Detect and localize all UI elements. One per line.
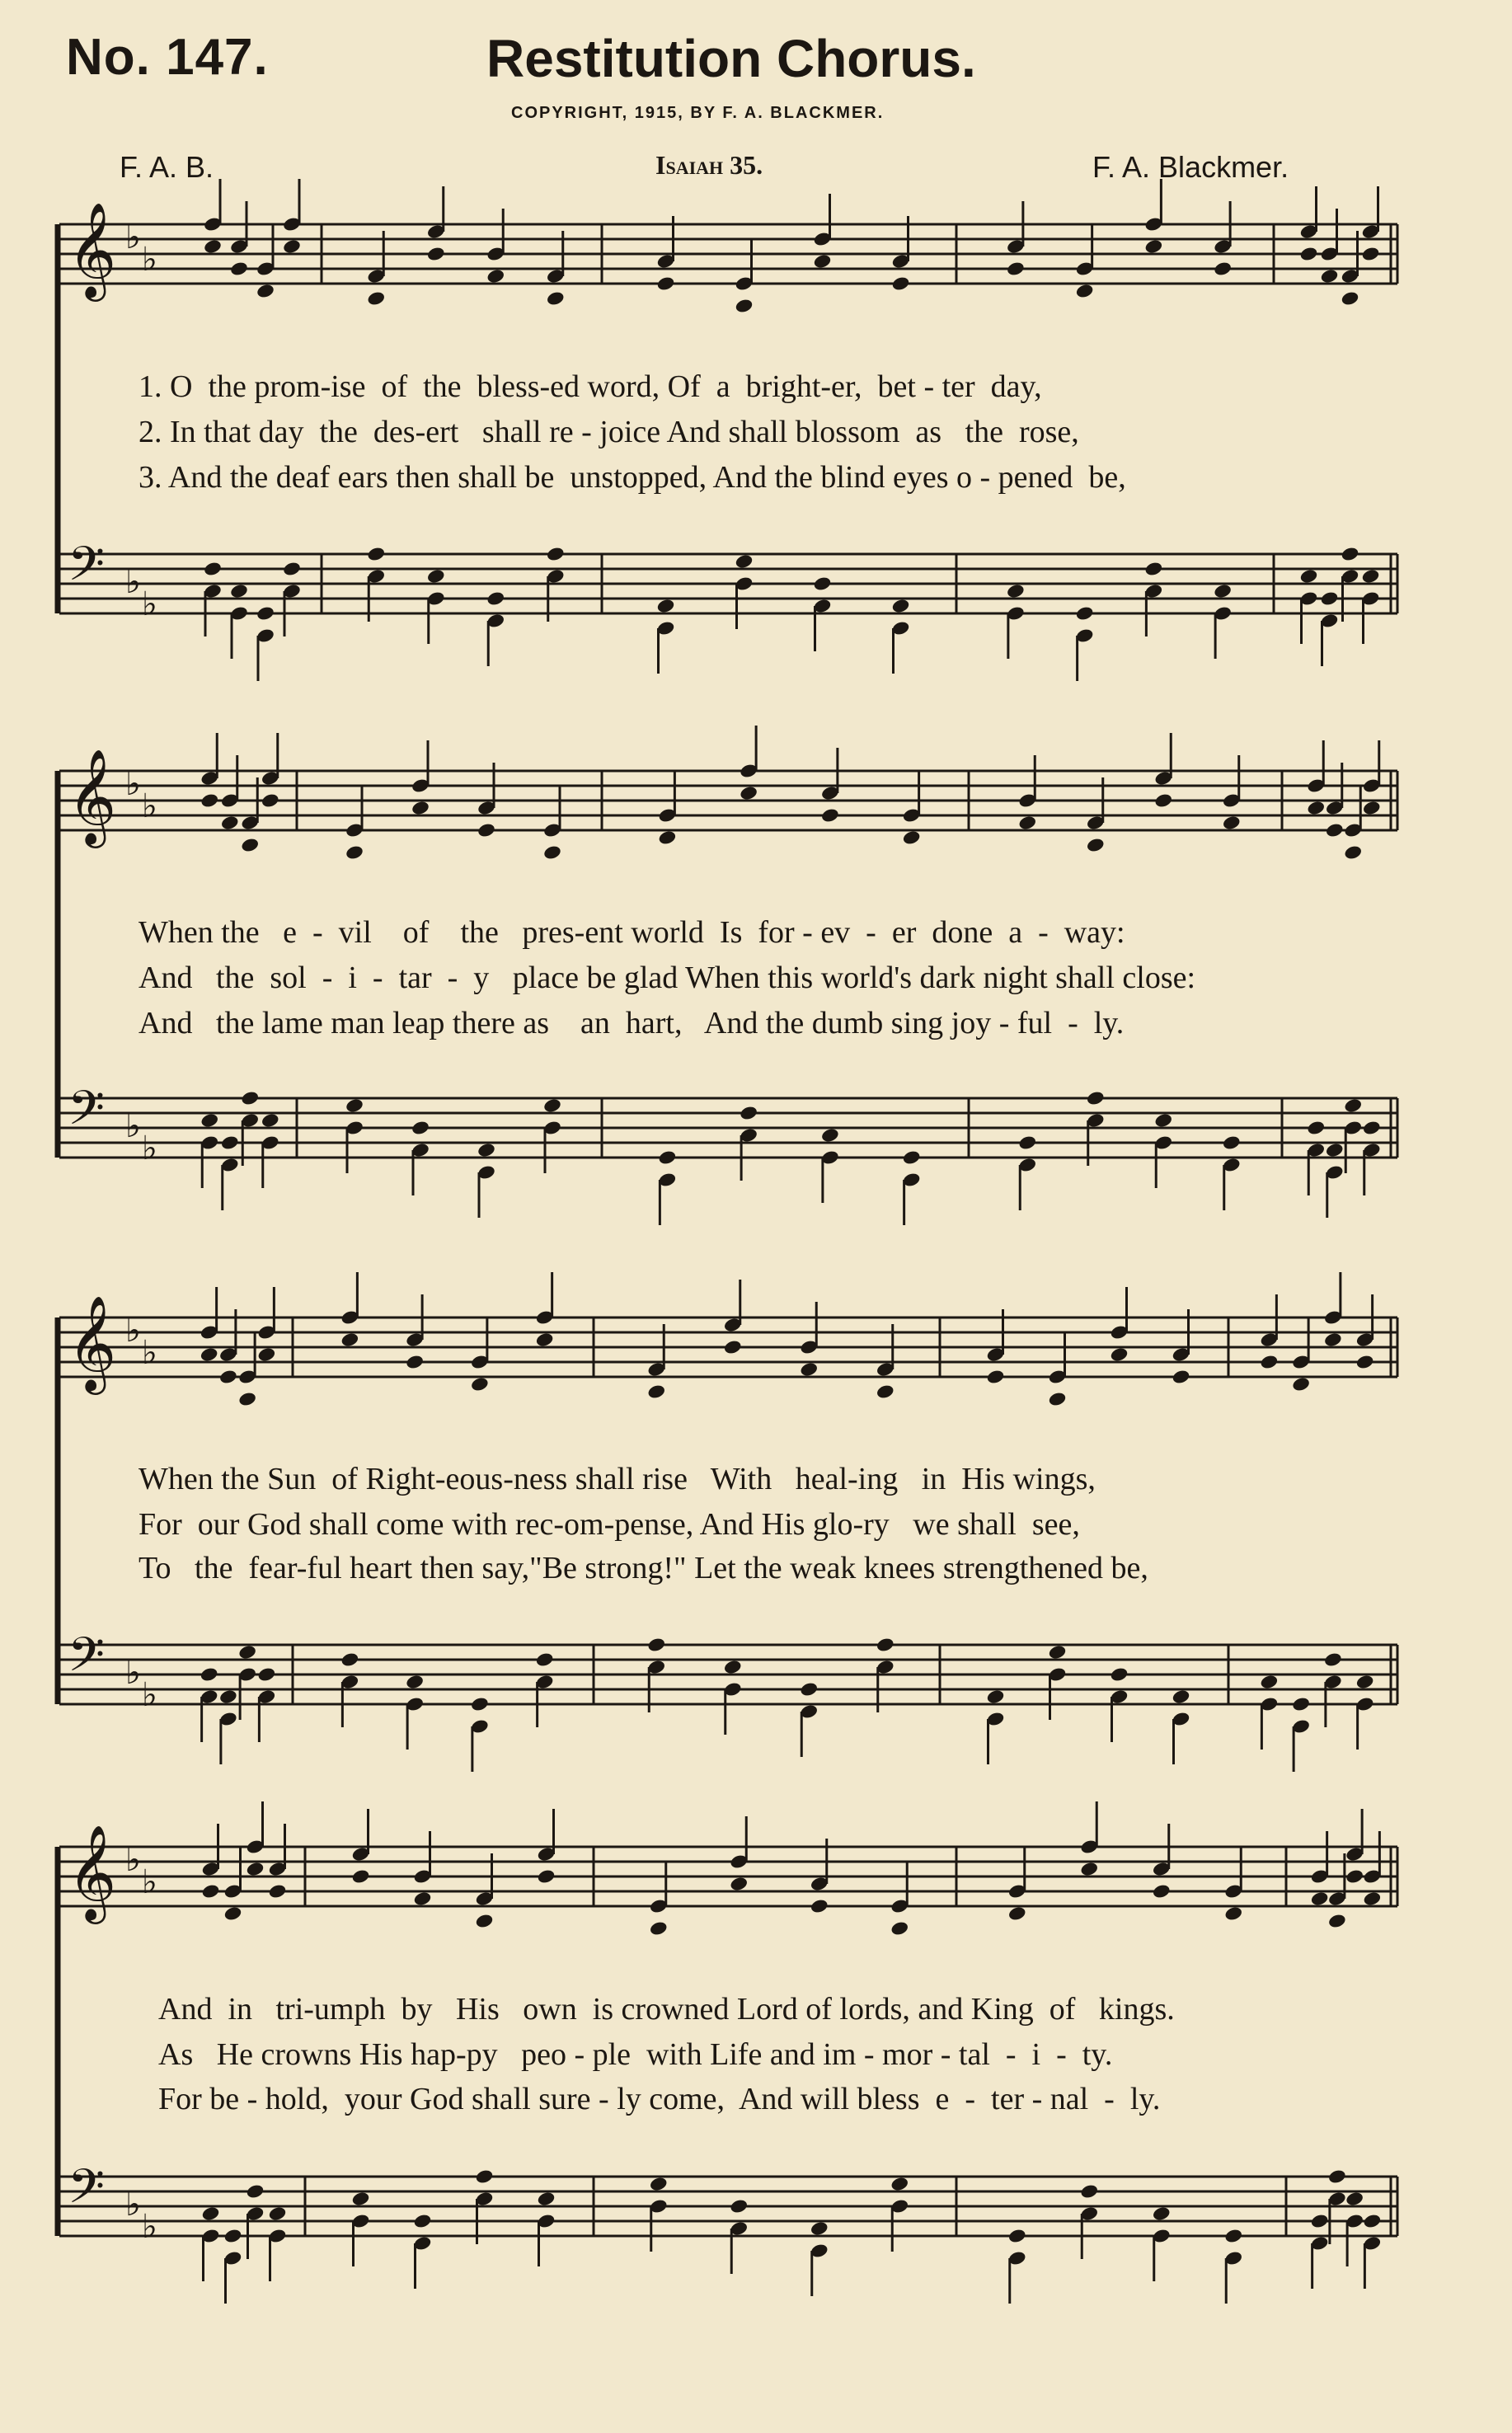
notehead bbox=[200, 792, 219, 809]
notehead bbox=[1341, 546, 1360, 562]
notehead bbox=[739, 1105, 758, 1121]
notehead bbox=[1007, 2228, 1027, 2244]
notehead bbox=[237, 1644, 257, 1660]
flat-icon: ♭ bbox=[125, 1653, 141, 1692]
notehead bbox=[986, 1689, 1006, 1705]
lyric-line: When the e - vil of the pres-ent world Is for - ev - er done a - way: bbox=[139, 915, 1125, 950]
flat-icon: ♭ bbox=[142, 585, 157, 623]
notehead bbox=[649, 1920, 669, 1937]
bass-clef-icon: 𝄢 bbox=[68, 2158, 106, 2227]
notehead bbox=[1222, 1134, 1242, 1151]
notehead bbox=[656, 275, 676, 292]
notehead bbox=[1079, 2183, 1099, 2200]
notehead bbox=[1260, 1354, 1280, 1370]
notehead bbox=[1172, 1689, 1191, 1705]
lyric-line: For our God shall come with rec-om-pense, And His glo-ry we shall see, bbox=[139, 1507, 1080, 1542]
notehead bbox=[891, 598, 911, 614]
lyric-line: To the fear-ful heart then say,"Be strong!" Let the weak knees strengthened be, bbox=[139, 1551, 1148, 1585]
notehead bbox=[658, 829, 678, 846]
notehead bbox=[1299, 246, 1319, 262]
notehead bbox=[810, 1898, 829, 1914]
flat-icon: ♭ bbox=[142, 1333, 157, 1372]
hymn-title: Restitution Chorus. bbox=[486, 29, 976, 88]
notehead bbox=[537, 1868, 556, 1885]
notehead bbox=[729, 2198, 749, 2215]
notehead bbox=[546, 546, 566, 562]
notehead bbox=[1361, 246, 1381, 262]
notehead bbox=[486, 268, 505, 284]
notehead bbox=[470, 1696, 490, 1712]
notehead bbox=[1260, 1674, 1280, 1690]
notehead bbox=[1291, 1376, 1311, 1393]
flat-icon: ♭ bbox=[125, 1106, 141, 1145]
notehead bbox=[542, 1097, 562, 1114]
notehead bbox=[876, 1383, 895, 1400]
notehead bbox=[891, 275, 911, 292]
notehead bbox=[240, 1090, 260, 1106]
notehead bbox=[340, 1651, 360, 1668]
flat-icon: ♭ bbox=[125, 1840, 141, 1879]
lyric-line: And the lame man leap there as an hart, And the dumb sing joy - ful - ly. bbox=[139, 1006, 1125, 1040]
notehead bbox=[1320, 590, 1340, 607]
notehead bbox=[1006, 261, 1026, 277]
notehead bbox=[1363, 1891, 1383, 1907]
notehead bbox=[1223, 2228, 1243, 2244]
notehead bbox=[366, 546, 386, 562]
notehead bbox=[257, 1666, 277, 1683]
notehead bbox=[223, 2228, 243, 2244]
notehead bbox=[1153, 792, 1173, 809]
notehead bbox=[1325, 1142, 1345, 1158]
notehead bbox=[649, 2176, 669, 2192]
flat-icon: ♭ bbox=[142, 1129, 157, 1167]
notehead bbox=[223, 1905, 243, 1922]
notehead bbox=[1362, 1120, 1382, 1136]
notehead bbox=[1325, 822, 1345, 838]
notehead bbox=[218, 1689, 238, 1705]
treble-clef-icon: 𝄞 bbox=[68, 1294, 117, 1391]
treble-clef-icon: 𝄞 bbox=[68, 747, 117, 844]
notehead bbox=[256, 605, 275, 622]
bass-clef-icon: 𝄢 bbox=[68, 536, 106, 604]
notehead bbox=[203, 238, 223, 255]
notehead bbox=[1310, 2213, 1330, 2229]
notehead bbox=[1306, 800, 1326, 816]
flat-icon: ♭ bbox=[142, 2207, 157, 2246]
notehead bbox=[200, 1666, 219, 1683]
flat-icon: ♭ bbox=[125, 2185, 141, 2224]
notehead bbox=[405, 1674, 425, 1690]
notehead bbox=[986, 1369, 1006, 1385]
notehead bbox=[1152, 2205, 1172, 2222]
notehead bbox=[658, 1149, 678, 1166]
notehead bbox=[203, 561, 223, 577]
composer-credit: F. A. Blackmer. bbox=[1092, 150, 1289, 184]
notehead bbox=[1222, 815, 1242, 831]
notehead bbox=[1075, 605, 1095, 622]
treble-clef-icon: 𝄞 bbox=[68, 200, 117, 298]
notehead bbox=[810, 2220, 829, 2237]
notehead bbox=[876, 1637, 895, 1653]
notehead bbox=[261, 1112, 280, 1129]
notehead bbox=[246, 2183, 265, 2200]
notehead bbox=[345, 844, 364, 861]
notehead bbox=[1320, 268, 1340, 284]
notehead bbox=[1086, 837, 1106, 853]
notehead bbox=[486, 590, 505, 607]
notehead bbox=[820, 1127, 840, 1144]
notehead bbox=[268, 2205, 288, 2222]
notehead bbox=[739, 785, 758, 801]
notehead bbox=[1152, 1883, 1172, 1900]
notehead bbox=[1110, 1346, 1129, 1363]
notehead bbox=[1048, 1644, 1068, 1660]
lyric-line: When the Sun of Right-eous-ness shall rise With heal-ing in His wings, bbox=[139, 1462, 1096, 1496]
notehead bbox=[201, 2205, 221, 2222]
notehead bbox=[723, 1339, 743, 1355]
notehead bbox=[1213, 261, 1233, 277]
notehead bbox=[405, 1354, 425, 1370]
notehead bbox=[1017, 815, 1037, 831]
notehead bbox=[246, 1861, 265, 1877]
notehead bbox=[340, 1332, 360, 1348]
flat-icon: ♭ bbox=[142, 787, 157, 825]
notehead bbox=[1341, 290, 1360, 307]
notehead bbox=[1153, 1112, 1173, 1129]
notehead bbox=[1363, 2213, 1383, 2229]
notehead bbox=[646, 1383, 666, 1400]
notehead bbox=[477, 822, 496, 838]
notehead bbox=[1110, 1666, 1129, 1683]
notehead bbox=[890, 1920, 909, 1937]
notehead bbox=[890, 2176, 909, 2192]
notehead bbox=[1361, 568, 1381, 585]
notehead bbox=[426, 568, 446, 585]
notehead bbox=[537, 2191, 556, 2207]
notehead bbox=[902, 829, 922, 846]
lyric-line: And in tri-umph by His own is crowned Lord of lords, and King of kings. bbox=[158, 1992, 1175, 2027]
hymn-number: No. 147. bbox=[66, 29, 269, 86]
notehead bbox=[351, 2191, 371, 2207]
notehead bbox=[546, 290, 566, 307]
scripture-reference: Isaiah 35. bbox=[655, 150, 763, 180]
notehead bbox=[220, 815, 240, 831]
notehead bbox=[1007, 1905, 1027, 1922]
notehead bbox=[237, 1391, 257, 1407]
notehead bbox=[799, 1361, 819, 1378]
notehead bbox=[535, 1651, 555, 1668]
notehead bbox=[1323, 1651, 1343, 1668]
notehead bbox=[1306, 1120, 1326, 1136]
notehead bbox=[413, 2213, 433, 2229]
notehead bbox=[475, 1913, 495, 1929]
notehead bbox=[1086, 1090, 1106, 1106]
notehead bbox=[820, 807, 840, 824]
notehead bbox=[201, 1883, 221, 1900]
notehead bbox=[1343, 1097, 1363, 1114]
flat-icon: ♭ bbox=[125, 218, 141, 256]
notehead bbox=[351, 1868, 371, 1885]
notehead bbox=[220, 1134, 240, 1151]
notehead bbox=[1310, 1891, 1330, 1907]
notehead bbox=[1048, 1391, 1068, 1407]
notehead bbox=[426, 246, 446, 262]
flat-icon: ♭ bbox=[125, 1311, 141, 1350]
treble-clef-icon: 𝄞 bbox=[68, 1823, 117, 1920]
notehead bbox=[268, 1883, 288, 1900]
notehead bbox=[813, 253, 833, 270]
notehead bbox=[413, 1891, 433, 1907]
notehead bbox=[411, 800, 430, 816]
notehead bbox=[1327, 1913, 1347, 1929]
notehead bbox=[723, 1659, 743, 1675]
lyric-line: 2. In that day the des-ert shall re - joice And shall blossom as the rose, bbox=[139, 415, 1079, 449]
notehead bbox=[218, 1369, 238, 1385]
flat-icon: ♭ bbox=[125, 764, 141, 803]
lyric-line: 3. And the deaf ears then shall be unstopped, And the blind eyes o - pened be, bbox=[139, 460, 1126, 495]
notehead bbox=[470, 1376, 490, 1393]
notehead bbox=[261, 792, 280, 809]
notehead bbox=[200, 1346, 219, 1363]
notehead bbox=[1345, 2191, 1364, 2207]
notehead bbox=[542, 844, 562, 861]
notehead bbox=[813, 575, 833, 592]
flat-icon: ♭ bbox=[142, 240, 157, 279]
notehead bbox=[366, 290, 386, 307]
notehead bbox=[1144, 561, 1164, 577]
notehead bbox=[240, 837, 260, 853]
notehead bbox=[735, 298, 754, 314]
notehead bbox=[1017, 1134, 1037, 1151]
bass-clef-icon: 𝄢 bbox=[68, 1627, 106, 1695]
notehead bbox=[1355, 1674, 1375, 1690]
notehead bbox=[1345, 1868, 1364, 1885]
notehead bbox=[1355, 1354, 1375, 1370]
notehead bbox=[411, 1120, 430, 1136]
lyric-line: And the sol - i - tar - y place be glad When this world's dark night shall close: bbox=[139, 961, 1196, 995]
notehead bbox=[1323, 1332, 1343, 1348]
flat-icon: ♭ bbox=[142, 1862, 157, 1901]
notehead bbox=[282, 238, 302, 255]
bass-clef-icon: 𝄢 bbox=[68, 1080, 106, 1148]
flat-icon: ♭ bbox=[142, 1675, 157, 1714]
notehead bbox=[1291, 1696, 1311, 1712]
notehead bbox=[1299, 568, 1319, 585]
notehead bbox=[729, 1876, 749, 1892]
notehead bbox=[656, 598, 676, 614]
notehead bbox=[1079, 1861, 1099, 1877]
notehead bbox=[1223, 1905, 1243, 1922]
notehead bbox=[1213, 583, 1233, 599]
lyric-line: 1. O the prom-ise of the bless-ed word, Of a bright-er, bet - ter day, bbox=[139, 369, 1042, 404]
notehead bbox=[646, 1637, 666, 1653]
copyright-line: COPYRIGHT, 1915, BY F. A. BLACKMER. bbox=[511, 104, 885, 122]
notehead bbox=[257, 1346, 277, 1363]
notehead bbox=[282, 561, 302, 577]
notehead bbox=[902, 1149, 922, 1166]
notehead bbox=[1144, 238, 1164, 255]
lyricist-credit: F. A. B. bbox=[120, 150, 214, 184]
notehead bbox=[1075, 283, 1095, 299]
notehead bbox=[735, 553, 754, 570]
lyric-line: As He crowns His hap-py peo - ple with Life and im - mor - tal - i - ty. bbox=[158, 2037, 1113, 2072]
lyric-line: For be - hold, your God shall sure - ly come, And will bless e - ter - nal - ly. bbox=[158, 2082, 1161, 2116]
notehead bbox=[1006, 583, 1026, 599]
notehead bbox=[799, 1681, 819, 1698]
notehead bbox=[229, 261, 249, 277]
notehead bbox=[200, 1112, 219, 1129]
notehead bbox=[1172, 1369, 1191, 1385]
notehead bbox=[1362, 800, 1382, 816]
notehead bbox=[229, 583, 249, 599]
notehead bbox=[345, 1097, 364, 1114]
notehead bbox=[475, 2168, 495, 2185]
notehead bbox=[535, 1332, 555, 1348]
notehead bbox=[1327, 2168, 1347, 2185]
notehead bbox=[1343, 844, 1363, 861]
notehead bbox=[477, 1142, 496, 1158]
flat-icon: ♭ bbox=[125, 562, 141, 601]
notehead bbox=[256, 283, 275, 299]
